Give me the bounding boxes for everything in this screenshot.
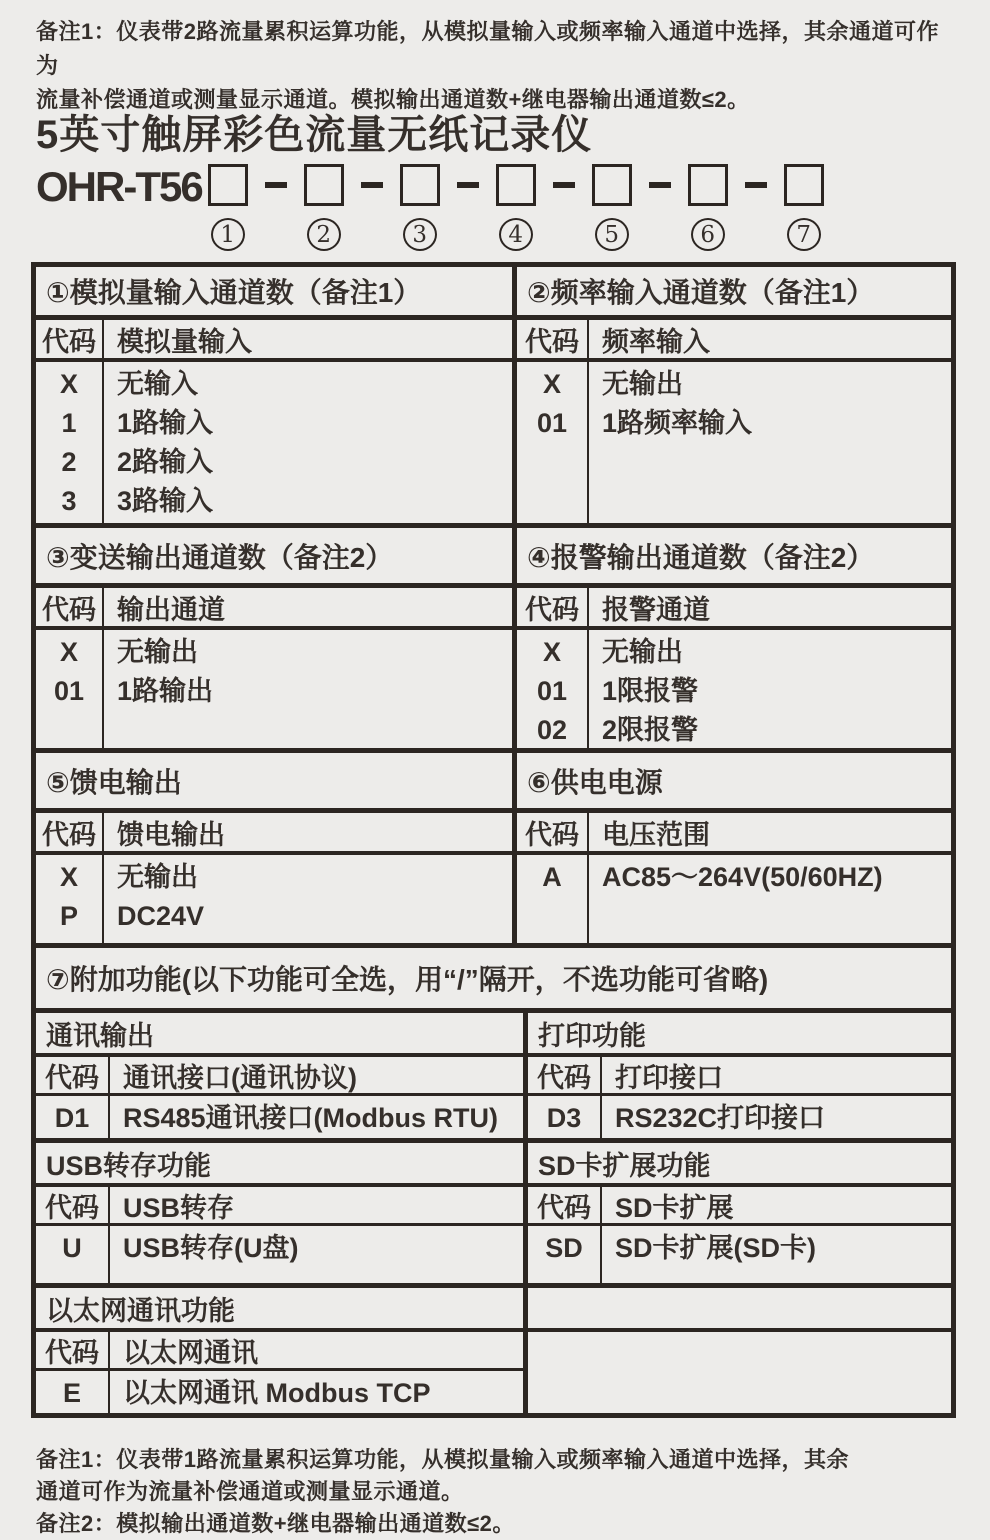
product-title: 5英寸触屏彩色流量无纸记录仪 — [36, 113, 593, 157]
code-value: X — [542, 637, 561, 667]
code-value: X — [59, 369, 78, 399]
option-rows — [517, 630, 951, 750]
label-header: USB转存 — [123, 1192, 235, 1223]
option-rows — [36, 362, 512, 523]
option-label: RS232C打印接口 — [615, 1103, 826, 1133]
dash-separator — [361, 182, 383, 188]
label-header: 频率输入 — [602, 326, 710, 357]
top-note-line2: 流量补偿通道或测量显示通道。模拟输出通道数+继电器输出通道数≤2。 — [36, 87, 750, 112]
column-header-row — [36, 588, 512, 630]
column-header-row — [36, 1332, 523, 1371]
section-frequency-input — [517, 267, 951, 523]
label-column — [104, 855, 512, 943]
label-column — [104, 630, 512, 748]
section-title: ④报警输出通道数（备注2） — [517, 528, 951, 588]
empty-cell — [528, 1288, 951, 1332]
option-rows — [36, 1096, 523, 1138]
column-header-row — [517, 813, 951, 855]
code-value: X — [59, 637, 78, 667]
band-usb-sd — [36, 1138, 951, 1283]
code-value: E — [62, 1378, 81, 1408]
model-slot-box — [496, 164, 536, 206]
label-column — [110, 1096, 523, 1138]
label-header: 通讯接口(通讯协议) — [123, 1062, 357, 1093]
model-slot-box — [592, 164, 632, 206]
column-header-row — [36, 1187, 523, 1226]
code-header: 代码 — [528, 1187, 602, 1223]
section-usb-transfer — [36, 1143, 528, 1283]
code-header: 代码 — [528, 1057, 602, 1093]
model-slot-box — [400, 164, 440, 206]
position-number-circle: 7 — [787, 218, 821, 251]
band-comm-print — [36, 1008, 951, 1138]
code-column — [36, 1096, 110, 1138]
option-rows — [36, 855, 512, 943]
label-column — [602, 1096, 951, 1138]
option-label: 1限报警 — [602, 676, 699, 706]
model-slot-box — [688, 164, 728, 206]
section-title: 打印功能 — [528, 1013, 951, 1057]
code-value: 2 — [61, 447, 77, 477]
code-column — [528, 1226, 602, 1283]
code-value: 01 — [536, 408, 568, 438]
model-slot-box — [304, 164, 344, 206]
option-rows — [528, 1226, 951, 1283]
code-value: D3 — [546, 1103, 582, 1133]
code-column — [517, 855, 589, 943]
label-header: 馈电输出 — [117, 819, 225, 850]
band-transmit-alarm — [36, 523, 951, 748]
code-value: 01 — [536, 676, 568, 706]
option-label: 1路输出 — [117, 676, 214, 706]
model-slot-box — [208, 164, 248, 206]
label-header: 报警通道 — [602, 594, 710, 625]
dash-separator — [553, 182, 575, 188]
model-selection-table — [31, 262, 956, 1418]
option-label: 2路输入 — [117, 447, 214, 477]
section-title: ②频率输入通道数（备注1） — [517, 267, 951, 320]
code-value: D1 — [54, 1103, 90, 1133]
code-header: 代码 — [36, 1187, 110, 1223]
model-code-diagram — [36, 164, 824, 251]
position-number-circle: 5 — [595, 218, 629, 251]
code-value: 1 — [61, 408, 77, 438]
code-header: 代码 — [36, 1332, 110, 1368]
option-label: 1路输入 — [117, 408, 214, 438]
option-label: DC24V — [117, 901, 205, 931]
section-title: ⑦附加功能(以下功能可全选，用“/”隔开，不选功能可省略) — [46, 964, 769, 995]
option-label: 1路频率输入 — [602, 408, 753, 438]
section-alarm-output — [517, 528, 951, 748]
band-ethernet — [36, 1283, 951, 1413]
model-slot-4 — [496, 164, 536, 251]
option-label: 无输出 — [117, 862, 198, 892]
section-title: SD卡扩展功能 — [528, 1143, 951, 1187]
section-comm-output — [36, 1013, 528, 1138]
code-value: 02 — [536, 715, 568, 745]
code-header: 代码 — [36, 1057, 110, 1093]
column-header-row — [528, 1187, 951, 1226]
code-header: 代码 — [517, 588, 589, 626]
section-title: ①模拟量输入通道数（备注1） — [36, 267, 512, 320]
position-number-circle: 1 — [211, 218, 245, 251]
option-rows — [36, 630, 512, 748]
option-label: USB转存(U盘) — [123, 1233, 299, 1263]
code-column — [36, 362, 104, 523]
model-slot-6 — [688, 164, 728, 251]
position-number-circle: 6 — [691, 218, 725, 251]
model-slot-3 — [400, 164, 440, 251]
section-print-function — [528, 1013, 951, 1138]
label-header: 模拟量输入 — [117, 326, 252, 357]
code-header: 代码 — [517, 813, 589, 851]
option-rows — [36, 1371, 523, 1413]
code-value: SD — [545, 1233, 583, 1263]
band-analog-frequency — [36, 267, 951, 523]
label-header: 电压范围 — [602, 819, 710, 850]
label-column — [589, 362, 951, 523]
code-column — [517, 630, 589, 750]
code-column — [36, 630, 104, 748]
code-value: 3 — [61, 486, 77, 516]
empty-cell — [528, 1332, 951, 1413]
code-column — [517, 362, 589, 523]
column-header-row — [517, 588, 951, 630]
option-label: 无输入 — [117, 369, 198, 399]
option-label: 3路输入 — [117, 486, 214, 516]
section-title: ③变送输出通道数（备注2） — [36, 528, 512, 588]
label-column — [589, 855, 951, 943]
column-header-row — [36, 813, 512, 855]
column-header-row — [528, 1057, 951, 1096]
model-slot-5 — [592, 164, 632, 251]
code-value: X — [59, 862, 78, 892]
code-column — [36, 1226, 110, 1283]
dash-separator — [649, 182, 671, 188]
code-value: U — [62, 1233, 82, 1263]
label-column — [110, 1226, 523, 1283]
dash-separator — [265, 182, 287, 188]
option-rows — [517, 855, 951, 943]
label-column — [602, 1226, 951, 1283]
dash-separator — [745, 182, 767, 188]
code-header: 代码 — [36, 320, 104, 358]
section-power-supply — [517, 753, 951, 943]
option-label: SD卡扩展(SD卡) — [615, 1233, 816, 1263]
label-column — [110, 1371, 523, 1413]
code-column — [36, 855, 104, 943]
section-sd-expansion — [528, 1143, 951, 1283]
position-number-circle: 2 — [307, 218, 341, 251]
bottom-note-line3: 备注2：模拟输出通道数+继电器输出通道数≤2。 — [36, 1511, 515, 1536]
label-header: SD卡扩展 — [615, 1192, 734, 1223]
section-transmit-output — [36, 528, 517, 748]
section-analog-input — [36, 267, 517, 523]
label-header: 打印接口 — [615, 1062, 723, 1093]
section-title: 通讯输出 — [36, 1013, 523, 1057]
option-rows — [36, 1226, 523, 1283]
code-value: X — [542, 369, 561, 399]
bottom-note-line2: 通道可作为流量补偿通道或测量显示通道。 — [36, 1479, 464, 1504]
position-number-circle: 3 — [403, 218, 437, 251]
column-header-row — [36, 320, 512, 362]
bottom-note-line1: 备注1：仪表带1路流量累积运算功能，从模拟量输入或频率输入通道中选择，其余 — [36, 1447, 849, 1472]
code-value: 01 — [53, 676, 85, 706]
column-header-row — [36, 1057, 523, 1096]
section-title: USB转存功能 — [36, 1143, 523, 1187]
option-label: RS485通讯接口(Modbus RTU) — [123, 1103, 499, 1133]
option-label: AC85～264V(50/60HZ) — [602, 862, 883, 892]
model-slot-1 — [208, 164, 248, 251]
option-rows — [528, 1096, 951, 1138]
code-column — [36, 1371, 110, 1413]
section-title: ⑥供电电源 — [517, 753, 951, 813]
model-prefix: OHR-T56 — [36, 163, 202, 210]
label-header: 输出通道 — [117, 594, 225, 625]
position-number-circle: 4 — [499, 218, 533, 251]
code-value: A — [542, 862, 562, 892]
bottom-notes — [36, 1444, 946, 1540]
code-header: 代码 — [36, 588, 104, 626]
label-header: 以太网通讯 — [123, 1337, 258, 1368]
top-note-line1: 备注1：仪表带2路流量累积运算功能，从模拟量输入或频率输入通道中选择，其余通道可作为 — [36, 19, 939, 78]
band-feed-power — [36, 748, 951, 943]
model-slot-2 — [304, 164, 344, 251]
top-note — [36, 15, 946, 117]
option-label: 无输出 — [602, 637, 683, 667]
code-header: 代码 — [36, 813, 104, 851]
section-feed-output — [36, 753, 517, 943]
dash-separator — [457, 182, 479, 188]
label-column — [104, 362, 512, 523]
model-slot-7 — [784, 164, 824, 251]
option-label: 无输出 — [117, 637, 198, 667]
section-title: 以太网通讯功能 — [36, 1288, 523, 1332]
band-additional-functions — [36, 943, 951, 1008]
option-label: 2限报警 — [602, 715, 699, 745]
code-header: 代码 — [517, 320, 589, 358]
option-label: 无输出 — [602, 369, 683, 399]
label-column — [589, 630, 951, 750]
code-column — [528, 1096, 602, 1138]
section-ethernet-comm — [36, 1288, 528, 1413]
option-rows — [517, 362, 951, 523]
option-label: 以太网通讯 Modbus TCP — [123, 1378, 431, 1408]
section-title: ⑤馈电输出 — [36, 753, 512, 813]
column-header-row — [517, 320, 951, 362]
empty-section — [528, 1288, 951, 1413]
code-value: P — [59, 901, 78, 931]
model-slot-box — [784, 164, 824, 206]
